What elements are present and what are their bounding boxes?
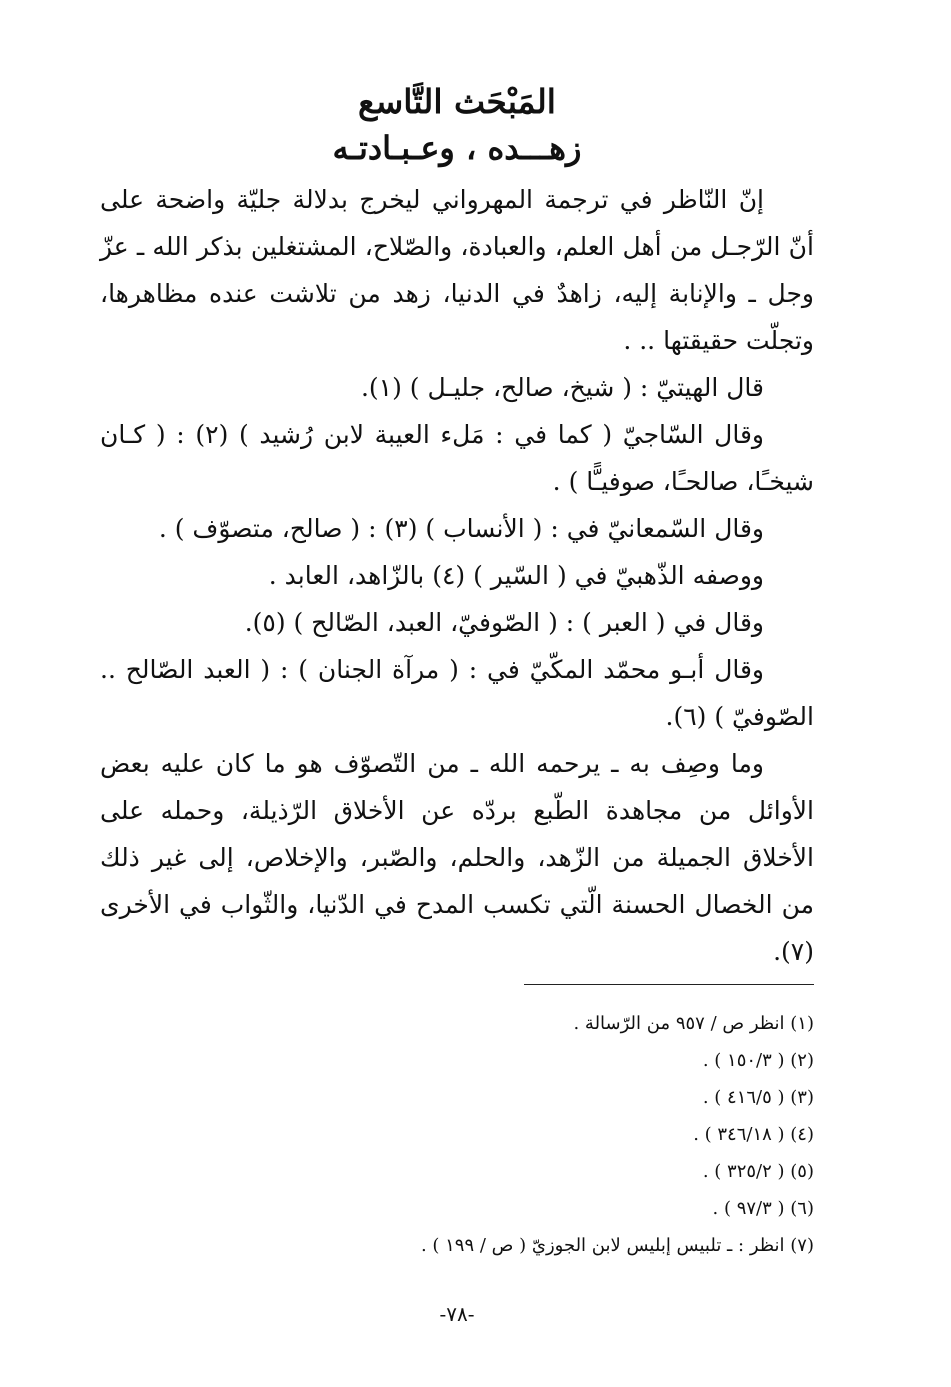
paragraph-quote-haythami: قال الهيتيّ : ( شيخ، صالح، جليـل ) (١). [360,373,764,402]
page-number: -٧٨- [439,1302,475,1326]
footnote-item: (٦) ( ٩٧/٣ ) . [712,1198,814,1219]
paragraph-sufism: وما وصِف به ـ يرحمه الله ـ من التّصوّف هو ما كان عليه بعض الأوائل من مجاهدة الطّبع بردّه عن الأخلاق الرّذيلة، وحمله على الأخلاق الجميلة من الزّهد، والحلم، والصّبر، والإخلاص، إلى غير ذلك من الخصال الحسنة الّتي تكسب المدح في الدّنيا، والثّواب في الأخرى (٧). [100,749,814,966]
paragraph-quote-makki: وقال أبـو محمّد المكّيّ في : ( مرآة الجنان ) : ( العبد الصّالح .. الصّوفيّ ) (٦). [100,655,814,731]
paragraph-quote-saji: وقال السّاجيّ ( كما في : مَلء العيبة لابن رُشيد ) (٢) : ( كـان شيخـًا، صالحـًا، صوفيـًّا ) . [100,420,814,496]
section-subheading: زهـــده ، وعـبـادتـه [332,129,582,167]
paragraph-quote-dhahabi: ووصفه الذّهبيّ في ( السّير ) (٤) بالزّاهد، العابد . [268,561,764,590]
footnote-item: (٣) ( ٤١٦/٥ ) . [702,1087,814,1108]
footnote-item: (٧) انظر : ـ تلبيس إبليس لابن الجوزيّ ( ص / ١٩٩ ) . [420,1235,814,1256]
footnote-item: (٤) ( ٣٤٦/١٨ ) . [693,1124,814,1145]
footnotes-list [100,1005,814,1264]
footnote-item: (٢) ( ١٥٠/٣ ) . [702,1050,814,1071]
section-heading: المَبْحَث التَّاسع [358,82,556,121]
footnote-separator [524,984,814,985]
paragraph-intro: إنّ النّاظر في ترجمة المهرواني ليخرج بدلالة جليّة واضحة على أنّ الرّجـل من أهل العلم، والعبادة، والصّلاح، المشتغلين بذكر الله ـ عزّ وجل ـ والإنابة إليه، زاهدٌ في الدنيا، زهد من تلاشت عنده مظاهرها، وتجلّت حقيقتها .. . [100,185,814,355]
body-text [100,176,814,975]
footnote-item: (١) انظر ص / ٩٥٧ من الرّسالة . [573,1013,814,1034]
document-page [100,80,814,1340]
paragraph-quote-ibar: وقال في ( العبر ) : ( الصّوفيّ، العبد، الصّالح ) (٥). [244,608,764,637]
paragraph-quote-samani: وقال السّمعانيّ في : ( الأنساب ) (٣) : ( صالح، متصوّف ) . [158,514,764,543]
footnote-item: (٥) ( ٣٢٥/٢ ) . [702,1161,814,1182]
